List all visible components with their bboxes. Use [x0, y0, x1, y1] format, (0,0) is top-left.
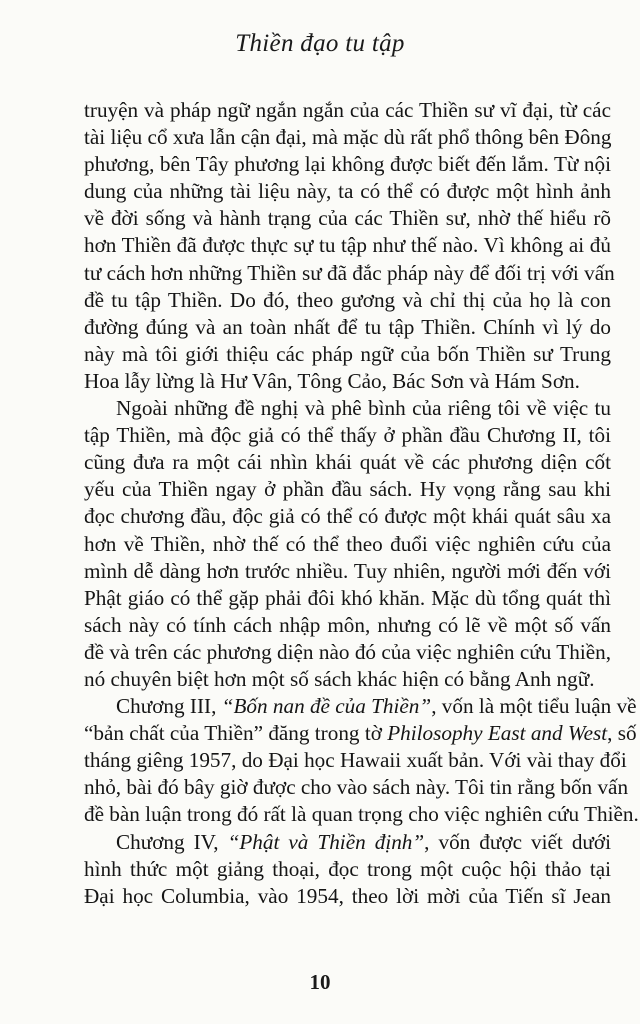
text-line: đường đúng và an toàn nhất để tu tập Thiền. Chính vì lý do: [84, 314, 611, 339]
italic-run: “Phật và Thiền định”: [227, 829, 425, 854]
running-header-title: Thiền đạo tu tập: [235, 30, 405, 57]
text-line: hơn Thiền đã được thực sự tu tập như thế nào. Vì không ai đủ: [84, 233, 611, 258]
body-text: [84, 97, 639, 910]
italic-run: Philosophy East and West: [387, 721, 608, 746]
text-line: Chương IV, “Phật và Thiền định”, vốn được viết dưới: [116, 829, 611, 854]
text-line: tài liệu cổ xưa lẫn cận đại, mà mặc dù rất phổ thông bên Đông: [84, 125, 612, 150]
text-line: tư cách hơn những Thiền sư đã đắc pháp này để đối trị với vấn: [84, 260, 615, 285]
text-line: yếu của Thiền ngay ở phần đầu sách. Hy vọng rằng sau khi: [84, 477, 611, 502]
text-line: Hoa lẫy lừng là Hư Vân, Tông Cảo, Bác Sơn và Hám Sơn.: [84, 368, 580, 393]
text-line: sách này có tính cách nhập môn, nhưng có lẽ về một số vấn: [84, 612, 611, 637]
page-number: 10: [309, 970, 331, 994]
paragraph-3: [84, 693, 639, 828]
text-line: về đời sống và hành trạng của các Thiền sư, nhờ thế hiểu rõ: [84, 206, 611, 231]
text-line: Phật giáo có thể gặp phải đôi khó khăn. Mặc dù tổng quát thì: [84, 585, 611, 610]
text-line: đề bàn luận trong đó rất là quan trọng cho việc nghiên cứu Thiền.: [84, 802, 639, 827]
text-line: “bản chất của Thiền” đăng trong tờ Philosophy East and West, số: [84, 721, 637, 746]
text-line: này mà tôi giới thiệu các pháp ngữ của bốn Thiền sư Trung: [84, 341, 611, 366]
text-line: truyện và pháp ngữ ngắn ngắn của các Thiền sư vĩ đại, từ các: [84, 98, 611, 122]
text-line: mình dễ dàng hơn trước nhiều. Tuy nhiên, người mới đến với: [84, 558, 611, 583]
text-line: nhỏ, bài đó bây giờ được cho vào sách này. Tôi tin rằng bốn vấn: [84, 775, 629, 800]
text-line: hơn về Thiền, nhờ thế có thể theo đuổi việc nghiên cứu của: [84, 531, 611, 556]
text-line: tập Thiền, mà độc giả có thể thấy ở phần đầu Chương II, tôi: [84, 423, 611, 448]
text-line: đọc chương đầu, độc giả có thể có được một khái quát sâu xa: [84, 504, 611, 529]
text-line: nó chuyên biệt hơn một số sách khác hiện có bằng Anh ngữ.: [84, 666, 595, 691]
text-line: tháng giêng 1957, do Đại học Hawaii xuất bản. Với vài thay đổi: [84, 748, 627, 773]
text-line: Chương III, “Bốn nan đề của Thiền”, vốn là một tiểu luận về: [116, 694, 637, 719]
text-line: đề tu tập Thiền. Do đó, theo gương và chỉ thị của họ là con: [84, 287, 611, 312]
paragraph-1: [84, 97, 615, 395]
text-line: cũng đưa ra một cái nhìn khái quát về các phương diện cốt: [84, 450, 611, 475]
text-line: Ngoài những đề nghị và phê bình của riêng tôi về việc tu: [116, 396, 611, 421]
text-line: đề và trên các phương diện nào đó của việc nghiên cứu Thiền,: [84, 639, 611, 664]
paragraph-4: [84, 829, 611, 910]
italic-run: “Bốn nan đề của Thiền”: [221, 694, 432, 719]
text-line: dung của những tài liệu này, ta có thể có được một hình ảnh: [84, 179, 611, 204]
paragraph-2: [84, 395, 611, 693]
text-line: Đại học Columbia, vào 1954, theo lời mời của Tiến sĩ Jean: [84, 883, 611, 908]
text-line: phương, bên Tây phương lại không được biết đến lắm. Từ nội: [84, 152, 611, 177]
text-line: hình thức một giảng thoại, đọc trong một cuộc hội thảo tại: [84, 856, 611, 881]
